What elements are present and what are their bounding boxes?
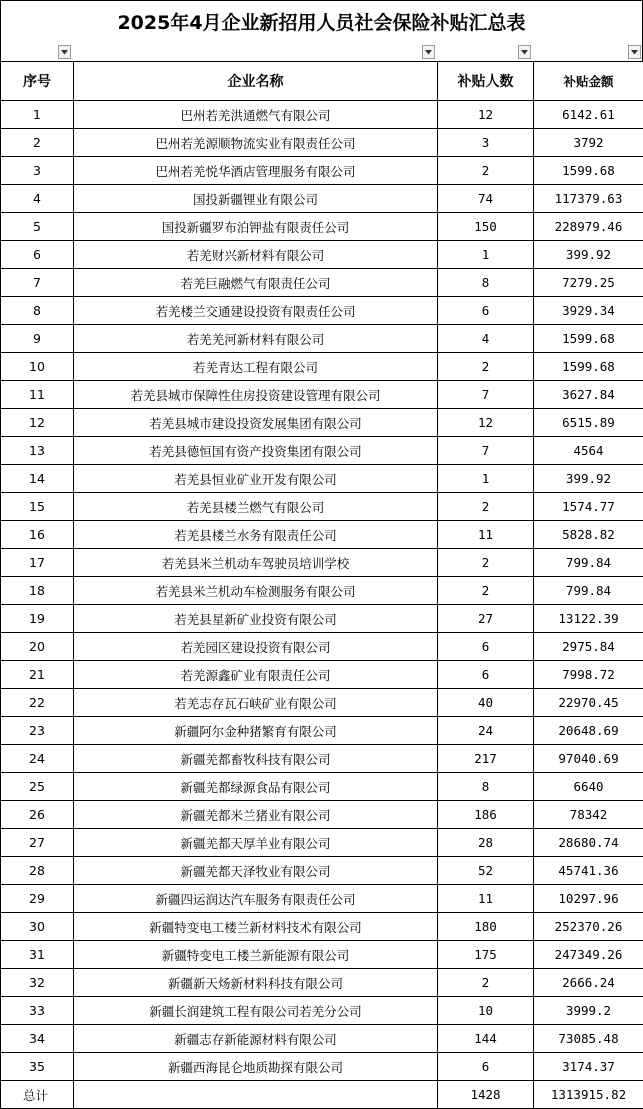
- table-row: [1, 717, 643, 745]
- table-row: [1, 549, 643, 577]
- subsidy-amount-cell[interactable]: 228979.46: [534, 213, 643, 241]
- table-row: [1, 913, 643, 941]
- subsidy-count-cell[interactable]: 180: [438, 913, 534, 941]
- subsidy-amount-cell[interactable]: 399.92: [534, 465, 643, 493]
- subsidy-count-cell[interactable]: 2: [438, 157, 534, 185]
- row-number-cell[interactable]: 3: [1, 157, 74, 185]
- table-row: [1, 633, 643, 661]
- company-name-cell[interactable]: 若羌县恒业矿业开发有限公司: [74, 465, 438, 493]
- total-row: [1, 1081, 643, 1109]
- table-row: [1, 465, 643, 493]
- total-label[interactable]: 总计: [1, 1081, 74, 1109]
- table-row: [1, 885, 643, 913]
- row-number-cell[interactable]: 19: [1, 605, 74, 633]
- table-row: [1, 857, 643, 885]
- company-name-cell[interactable]: 新疆羌都畜牧科技有限公司: [74, 745, 438, 773]
- header-no[interactable]: 序号: [1, 62, 74, 101]
- subsidy-amount-cell[interactable]: 6640: [534, 773, 643, 801]
- table-row: [1, 997, 643, 1025]
- row-number-cell[interactable]: 12: [1, 409, 74, 437]
- subsidy-count-cell[interactable]: 40: [438, 689, 534, 717]
- dropdown-filter-icon: [425, 50, 432, 55]
- header-amount[interactable]: 补贴金额: [534, 62, 643, 101]
- company-name-cell[interactable]: 新疆特变电工楼兰新能源有限公司: [74, 941, 438, 969]
- subsidy-count-cell[interactable]: 12: [438, 101, 534, 129]
- filter-row: [0, 44, 643, 61]
- company-name-cell[interactable]: 若羌羌河新材料有限公司: [74, 325, 438, 353]
- company-name-cell[interactable]: 巴州若羌源顺物流实业有限责任公司: [74, 129, 438, 157]
- row-number-cell[interactable]: 22: [1, 689, 74, 717]
- table-row: [1, 269, 643, 297]
- subsidy-count-cell[interactable]: 27: [438, 605, 534, 633]
- row-number-cell[interactable]: 9: [1, 325, 74, 353]
- row-number-cell[interactable]: 24: [1, 745, 74, 773]
- total-name-cell[interactable]: [74, 1081, 438, 1109]
- subsidy-amount-cell[interactable]: 1574.77: [534, 493, 643, 521]
- table-row: [1, 101, 643, 129]
- table-row: [1, 325, 643, 353]
- filter-button-count[interactable]: [518, 45, 531, 59]
- subsidy-amount-cell[interactable]: 247349.26: [534, 941, 643, 969]
- subsidy-amount-cell[interactable]: 3929.34: [534, 297, 643, 325]
- company-name-cell[interactable]: 新疆长润建筑工程有限公司若羌分公司: [74, 997, 438, 1025]
- row-number-cell[interactable]: 25: [1, 773, 74, 801]
- subsidy-amount-cell[interactable]: 5828.82: [534, 521, 643, 549]
- subsidy-count-cell[interactable]: 1: [438, 465, 534, 493]
- table-row: [1, 409, 643, 437]
- subsidy-amount-cell[interactable]: 28680.74: [534, 829, 643, 857]
- company-name-cell[interactable]: 若羌县米兰机动车驾驶员培训学校: [74, 549, 438, 577]
- row-number-cell[interactable]: 27: [1, 829, 74, 857]
- table-row: [1, 689, 643, 717]
- table-row: [1, 381, 643, 409]
- row-number-cell[interactable]: 17: [1, 549, 74, 577]
- subsidy-amount-cell[interactable]: 22970.45: [534, 689, 643, 717]
- subsidy-amount-cell[interactable]: 45741.36: [534, 857, 643, 885]
- company-name-cell[interactable]: 若羌县城市建设投资发展集团有限公司: [74, 409, 438, 437]
- table-row: [1, 1025, 643, 1053]
- row-number-cell[interactable]: 33: [1, 997, 74, 1025]
- subsidy-count-cell[interactable]: 11: [438, 885, 534, 913]
- subsidy-count-cell[interactable]: 24: [438, 717, 534, 745]
- company-name-cell[interactable]: 国投新疆锂业有限公司: [74, 185, 438, 213]
- subsidy-count-cell[interactable]: 144: [438, 1025, 534, 1053]
- row-number-cell[interactable]: 20: [1, 633, 74, 661]
- dropdown-filter-icon: [521, 50, 528, 55]
- row-number-cell[interactable]: 34: [1, 1025, 74, 1053]
- subsidy-amount-cell[interactable]: 1599.68: [534, 353, 643, 381]
- table-row: [1, 969, 643, 997]
- row-number-cell[interactable]: 21: [1, 661, 74, 689]
- company-name-cell[interactable]: 若羌县米兰机动车检测服务有限公司: [74, 577, 438, 605]
- company-name-cell[interactable]: 若羌巨融燃气有限责任公司: [74, 269, 438, 297]
- company-name-cell[interactable]: 新疆羌都天厚羊业有限公司: [74, 829, 438, 857]
- table-row: [1, 437, 643, 465]
- subsidy-amount-cell[interactable]: 7279.25: [534, 269, 643, 297]
- subsidy-amount-cell[interactable]: 13122.39: [534, 605, 643, 633]
- subsidy-amount-cell[interactable]: 20648.69: [534, 717, 643, 745]
- row-number-cell[interactable]: 16: [1, 521, 74, 549]
- subsidy-amount-cell[interactable]: 252370.26: [534, 913, 643, 941]
- company-name-cell[interactable]: 若羌县城市保障性住房投资建设管理有限公司: [74, 381, 438, 409]
- subsidy-count-cell[interactable]: 6: [438, 1053, 534, 1081]
- table-row: [1, 493, 643, 521]
- row-number-cell[interactable]: 5: [1, 213, 74, 241]
- subsidy-count-cell[interactable]: 74: [438, 185, 534, 213]
- subsidy-count-cell[interactable]: 1: [438, 241, 534, 269]
- table-row: [1, 745, 643, 773]
- row-number-cell[interactable]: 31: [1, 941, 74, 969]
- subsidy-count-cell[interactable]: 2: [438, 969, 534, 997]
- company-name-cell[interactable]: 新疆志存新能源材料有限公司: [74, 1025, 438, 1053]
- subsidy-amount-cell[interactable]: 1599.68: [534, 157, 643, 185]
- subsidy-amount-cell[interactable]: 6515.89: [534, 409, 643, 437]
- row-number-cell[interactable]: 2: [1, 129, 74, 157]
- subsidy-amount-cell[interactable]: 3174.37: [534, 1053, 643, 1081]
- row-number-cell[interactable]: 30: [1, 913, 74, 941]
- table-row: [1, 829, 643, 857]
- company-name-cell[interactable]: 若羌志存瓦石峡矿业有限公司: [74, 689, 438, 717]
- company-name-cell[interactable]: 国投新疆罗布泊钾盐有限责任公司: [74, 213, 438, 241]
- table-row: [1, 185, 643, 213]
- total-count[interactable]: 1428: [438, 1081, 534, 1109]
- subsidy-count-cell[interactable]: 2: [438, 353, 534, 381]
- table-row: [1, 801, 643, 829]
- table-row: [1, 661, 643, 689]
- company-name-cell[interactable]: 新疆阿尔金种猪繁育有限公司: [74, 717, 438, 745]
- company-name-cell[interactable]: 若羌县楼兰燃气有限公司: [74, 493, 438, 521]
- company-name-cell[interactable]: 巴州若羌悦华酒店管理服务有限公司: [74, 157, 438, 185]
- subsidy-count-cell[interactable]: 10: [438, 997, 534, 1025]
- subsidy-count-cell[interactable]: 217: [438, 745, 534, 773]
- subsidy-amount-cell[interactable]: 3792: [534, 129, 643, 157]
- subsidy-amount-cell[interactable]: 3999.2: [534, 997, 643, 1025]
- subsidy-amount-cell[interactable]: 399.92: [534, 241, 643, 269]
- filter-button-no[interactable]: [58, 45, 71, 59]
- company-name-cell[interactable]: 新疆羌都天泽牧业有限公司: [74, 857, 438, 885]
- row-number-cell[interactable]: 32: [1, 969, 74, 997]
- company-name-cell[interactable]: 新疆羌都绿源食品有限公司: [74, 773, 438, 801]
- subsidy-count-cell[interactable]: 175: [438, 941, 534, 969]
- company-name-cell[interactable]: 若羌财兴新材料有限公司: [74, 241, 438, 269]
- subsidy-count-cell[interactable]: 7: [438, 381, 534, 409]
- company-name-cell[interactable]: 巴州若羌洪通燃气有限公司: [74, 101, 438, 129]
- table-body: [1, 101, 643, 1081]
- table-row: [1, 941, 643, 969]
- subsidy-count-cell[interactable]: 186: [438, 801, 534, 829]
- row-number-cell[interactable]: 15: [1, 493, 74, 521]
- subsidy-amount-cell[interactable]: 73085.48: [534, 1025, 643, 1053]
- filter-button-name[interactable]: [422, 45, 435, 59]
- table-row: [1, 577, 643, 605]
- table-row: [1, 1053, 643, 1081]
- company-name-cell[interactable]: 新疆四运润达汽车服务有限责任公司: [74, 885, 438, 913]
- dropdown-filter-icon: [631, 50, 638, 55]
- row-number-cell[interactable]: 11: [1, 381, 74, 409]
- table-row: [1, 773, 643, 801]
- table-title: 2025年4月企业新招用人员社会保险补贴汇总表: [0, 0, 643, 44]
- subsidy-count-cell[interactable]: 11: [438, 521, 534, 549]
- company-name-cell[interactable]: 若羌楼兰交通建设投资有限责任公司: [74, 297, 438, 325]
- subsidy-count-cell[interactable]: 8: [438, 773, 534, 801]
- table-row: [1, 297, 643, 325]
- subsidy-amount-cell[interactable]: 97040.69: [534, 745, 643, 773]
- subsidy-amount-cell[interactable]: 10297.96: [534, 885, 643, 913]
- row-number-cell[interactable]: 6: [1, 241, 74, 269]
- company-name-cell[interactable]: 若羌园区建设投资有限公司: [74, 633, 438, 661]
- subsidy-count-cell[interactable]: 6: [438, 297, 534, 325]
- filter-button-amount[interactable]: [628, 45, 641, 59]
- total-amount[interactable]: 1313915.82: [534, 1081, 643, 1109]
- subsidy-count-cell[interactable]: 6: [438, 633, 534, 661]
- subsidy-count-cell[interactable]: 2: [438, 549, 534, 577]
- subsidy-amount-cell[interactable]: 799.84: [534, 549, 643, 577]
- subsidy-amount-cell[interactable]: 3627.84: [534, 381, 643, 409]
- company-name-cell[interactable]: 若羌县星新矿业投资有限公司: [74, 605, 438, 633]
- subsidy-count-cell[interactable]: 52: [438, 857, 534, 885]
- header-name[interactable]: 企业名称: [74, 62, 438, 101]
- company-name-cell[interactable]: 新疆西海昆仑地质勘探有限公司: [74, 1053, 438, 1081]
- subsidy-table: [0, 61, 643, 1109]
- subsidy-amount-cell[interactable]: 2666.24: [534, 969, 643, 997]
- row-number-cell[interactable]: 7: [1, 269, 74, 297]
- table-row: [1, 521, 643, 549]
- company-name-cell[interactable]: 若羌县德恒国有资产投资集团有限公司: [74, 437, 438, 465]
- table-row: [1, 157, 643, 185]
- subsidy-amount-cell[interactable]: 799.84: [534, 577, 643, 605]
- header-count[interactable]: 补贴人数: [438, 62, 534, 101]
- company-name-cell[interactable]: 新疆新天炀新材料科技有限公司: [74, 969, 438, 997]
- table-row: [1, 241, 643, 269]
- table-row: [1, 129, 643, 157]
- company-name-cell[interactable]: 新疆羌都米兰猪业有限公司: [74, 801, 438, 829]
- dropdown-filter-icon: [61, 50, 68, 55]
- table-row: [1, 605, 643, 633]
- row-number-cell[interactable]: 8: [1, 297, 74, 325]
- subsidy-amount-cell[interactable]: 7998.72: [534, 661, 643, 689]
- table-row: [1, 213, 643, 241]
- subsidy-count-cell[interactable]: 2: [438, 493, 534, 521]
- row-number-cell[interactable]: 28: [1, 857, 74, 885]
- subsidy-amount-cell[interactable]: 4564: [534, 437, 643, 465]
- subsidy-count-cell[interactable]: 150: [438, 213, 534, 241]
- subsidy-amount-cell[interactable]: 2975.84: [534, 633, 643, 661]
- header-row: [1, 62, 643, 101]
- company-name-cell[interactable]: 若羌源鑫矿业有限责任公司: [74, 661, 438, 689]
- row-number-cell[interactable]: 18: [1, 577, 74, 605]
- subsidy-count-cell[interactable]: 7: [438, 437, 534, 465]
- row-number-cell[interactable]: 26: [1, 801, 74, 829]
- subsidy-count-cell[interactable]: 6: [438, 661, 534, 689]
- row-number-cell[interactable]: 35: [1, 1053, 74, 1081]
- row-number-cell[interactable]: 4: [1, 185, 74, 213]
- subsidy-amount-cell[interactable]: 117379.63: [534, 185, 643, 213]
- subsidy-count-cell[interactable]: 28: [438, 829, 534, 857]
- row-number-cell[interactable]: 14: [1, 465, 74, 493]
- subsidy-count-cell[interactable]: 3: [438, 129, 534, 157]
- subsidy-amount-cell[interactable]: 78342: [534, 801, 643, 829]
- row-number-cell[interactable]: 10: [1, 353, 74, 381]
- subsidy-count-cell[interactable]: 4: [438, 325, 534, 353]
- row-number-cell[interactable]: 13: [1, 437, 74, 465]
- row-number-cell[interactable]: 23: [1, 717, 74, 745]
- company-name-cell[interactable]: 若羌县楼兰水务有限责任公司: [74, 521, 438, 549]
- company-name-cell[interactable]: 若羌青达工程有限公司: [74, 353, 438, 381]
- row-number-cell[interactable]: 1: [1, 101, 74, 129]
- subsidy-amount-cell[interactable]: 6142.61: [534, 101, 643, 129]
- company-name-cell[interactable]: 新疆特变电工楼兰新材料技术有限公司: [74, 913, 438, 941]
- table-row: [1, 353, 643, 381]
- row-number-cell[interactable]: 29: [1, 885, 74, 913]
- subsidy-count-cell[interactable]: 2: [438, 577, 534, 605]
- subsidy-count-cell[interactable]: 8: [438, 269, 534, 297]
- subsidy-count-cell[interactable]: 12: [438, 409, 534, 437]
- subsidy-amount-cell[interactable]: 1599.68: [534, 325, 643, 353]
